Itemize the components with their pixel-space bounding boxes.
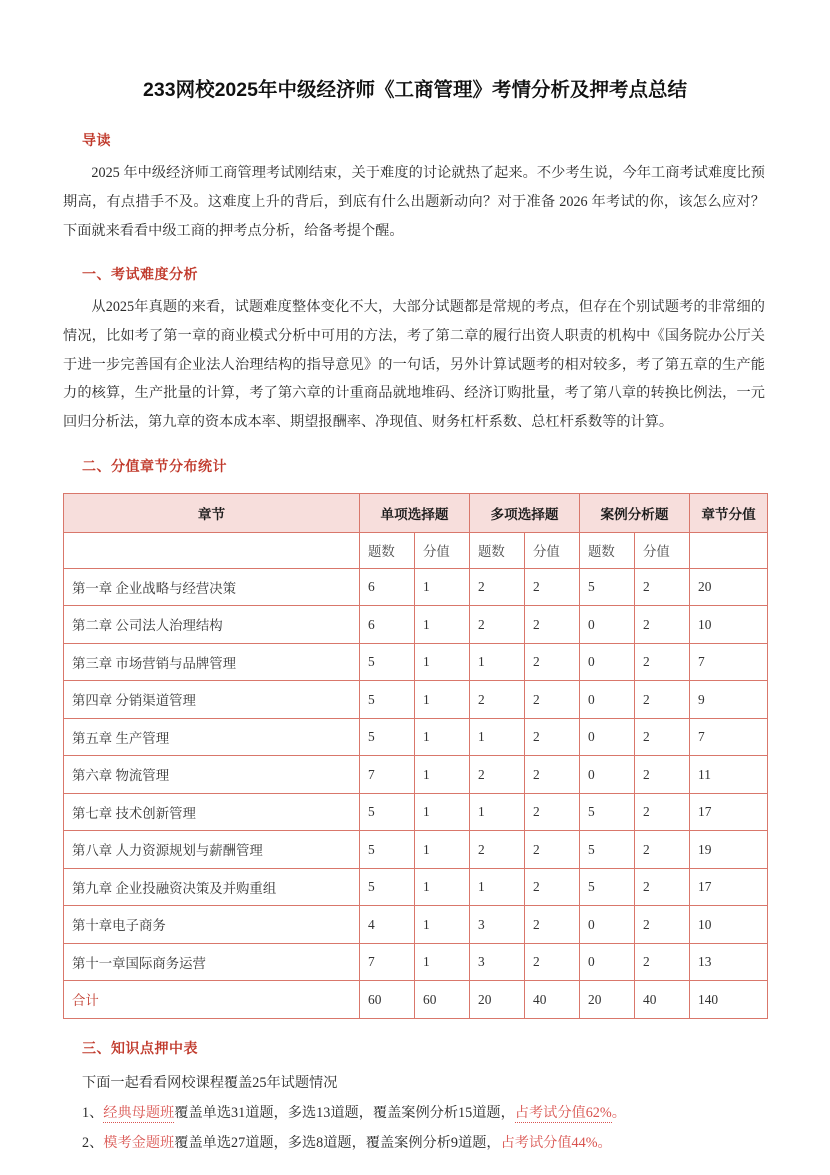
table-row (64, 606, 768, 644)
cell-total: 11 (690, 756, 768, 794)
cell-multi-val: 2 (525, 793, 580, 831)
score-distribution-table-wrapper (63, 493, 767, 1019)
cell-multi-num: 2 (470, 831, 525, 869)
header-case-analysis: 案例分析题 (580, 493, 690, 532)
item-2-suffix: 。 (597, 1135, 612, 1152)
cell-multi-val: 2 (525, 756, 580, 794)
cell-case-val: 2 (635, 906, 690, 944)
cell-case-num: 0 (580, 756, 635, 794)
subheader-multi-num: 题数 (470, 532, 525, 568)
section-one-paragraph: 从2025年真题的来看，试题难度整体变化不大，大部分试题都是常规的考点，但存在个别试题考的非常细的情况，比如考了第一章的商业模式分析中可用的方法，考了第二章的履行出资人职责的机构中《国务院办公厅关于进一步完善国有企业法人治理结构的指导意见》的一句话，另外计算试题考的相对较多，考了第五章的生产能力的核算，生产批量的计算，考了第六章的计重商品就地堆码、经济订购批量，考了第八章的转换比例法，一元回归分析法，第九章的资本成本率、期望报酬率、净现值、财务杠杆系数、总杠杆系数等的计算。 (63, 299, 765, 431)
cell-multi-val: 2 (525, 718, 580, 756)
table-row (64, 831, 768, 869)
subheader-case-val: 分值 (635, 532, 690, 568)
cell-chapter: 第一章 企业战略与经营决策 (64, 568, 360, 606)
item-2-prefix: 2、 (82, 1135, 104, 1152)
item-1-suffix: 。 (611, 1104, 626, 1121)
cell-total: 17 (690, 793, 768, 831)
cell-total: 7 (690, 643, 768, 681)
header-multi-choice: 多项选择题 (470, 493, 580, 532)
cell-case-val: 2 (635, 943, 690, 981)
cell-multi-val: 2 (525, 606, 580, 644)
header-single-choice: 单项选择题 (360, 493, 470, 532)
table-row (64, 643, 768, 681)
cell-single-num: 5 (360, 868, 415, 906)
cell-case-val: 2 (635, 718, 690, 756)
cell-single-num: 4 (360, 906, 415, 944)
cell-chapter: 第六章 物流管理 (64, 756, 360, 794)
cell-total: 9 (690, 681, 768, 719)
cell-single-num: 5 (360, 643, 415, 681)
cell-single-val: 1 (415, 681, 470, 719)
cell-case-val: 40 (635, 981, 690, 1019)
cell-chapter: 第十一章国际商务运营 (64, 943, 360, 981)
cell-single-num: 7 (360, 756, 415, 794)
cell-single-num: 7 (360, 943, 415, 981)
table-row (64, 718, 768, 756)
cell-chapter: 第四章 分销渠道管理 (64, 681, 360, 719)
cell-multi-num: 2 (470, 568, 525, 606)
cell-single-val: 1 (415, 606, 470, 644)
cell-multi-val: 2 (525, 831, 580, 869)
header-chapter-score: 章节分值 (690, 493, 768, 532)
cell-single-val: 1 (415, 868, 470, 906)
cell-single-num: 5 (360, 718, 415, 756)
cell-total: 10 (690, 606, 768, 644)
table-sub-header-row (64, 532, 768, 568)
item-1-body: 覆盖单选31道题，多选13道题，覆盖案例分析15道题， (174, 1104, 515, 1121)
cell-case-num: 5 (580, 793, 635, 831)
cell-single-num: 5 (360, 793, 415, 831)
cell-case-val: 2 (635, 606, 690, 644)
cell-multi-num: 1 (470, 868, 525, 906)
cell-case-num: 0 (580, 643, 635, 681)
cell-multi-val: 40 (525, 981, 580, 1019)
cell-case-val: 2 (635, 868, 690, 906)
subheader-case-num: 题数 (580, 532, 635, 568)
coverage-item-1 (63, 1100, 767, 1127)
cell-single-val: 1 (415, 793, 470, 831)
cell-case-num: 0 (580, 943, 635, 981)
subheader-total-blank (690, 532, 768, 568)
cell-single-num: 5 (360, 681, 415, 719)
table-row (64, 943, 768, 981)
cell-multi-num: 2 (470, 681, 525, 719)
cell-single-val: 1 (415, 568, 470, 606)
cell-single-num: 60 (360, 981, 415, 1019)
item-1-course-name: 经典母题班 (103, 1104, 175, 1121)
cell-single-val: 1 (415, 943, 470, 981)
table-group-header-row (64, 493, 768, 532)
cell-case-num: 0 (580, 681, 635, 719)
subheader-single-val: 分值 (415, 532, 470, 568)
cell-case-val: 2 (635, 756, 690, 794)
subheader-single-num: 题数 (360, 532, 415, 568)
table-row (64, 868, 768, 906)
cell-chapter: 第九章 企业投融资决策及并购重组 (64, 868, 360, 906)
cell-case-num: 5 (580, 568, 635, 606)
cell-case-val: 2 (635, 831, 690, 869)
cell-total-label: 合计 (64, 981, 360, 1019)
coverage-item-2 (63, 1130, 767, 1157)
header-chapter: 章节 (64, 493, 360, 532)
cell-chapter: 第十章电子商务 (64, 906, 360, 944)
cell-chapter: 第七章 技术创新管理 (64, 793, 360, 831)
table-head (64, 493, 768, 568)
table-row (64, 568, 768, 606)
cell-single-val: 1 (415, 756, 470, 794)
table-row (64, 756, 768, 794)
cell-multi-val: 2 (525, 943, 580, 981)
cell-single-val: 1 (415, 718, 470, 756)
table-body (64, 568, 768, 1018)
cell-case-num: 0 (580, 906, 635, 944)
cell-total: 140 (690, 981, 768, 1019)
cell-chapter: 第三章 市场营销与品牌管理 (64, 643, 360, 681)
cell-case-num: 0 (580, 718, 635, 756)
cell-single-num: 6 (360, 606, 415, 644)
cell-total: 7 (690, 718, 768, 756)
cell-case-num: 0 (580, 606, 635, 644)
cell-single-num: 5 (360, 831, 415, 869)
cell-multi-num: 3 (470, 943, 525, 981)
cell-case-val: 2 (635, 643, 690, 681)
score-distribution-table (63, 493, 768, 1019)
section-two-heading: 二、分值章节分布统计 (82, 457, 227, 474)
cell-case-num: 20 (580, 981, 635, 1019)
cell-case-val: 2 (635, 568, 690, 606)
cell-chapter: 第八章 人力资源规划与薪酬管理 (64, 831, 360, 869)
table-row (64, 906, 768, 944)
section-three-heading: 三、知识点押中表 (82, 1039, 198, 1056)
cell-multi-val: 2 (525, 568, 580, 606)
item-1-prefix: 1、 (82, 1104, 104, 1121)
cell-multi-num: 1 (470, 718, 525, 756)
cell-single-val: 60 (415, 981, 470, 1019)
table-total-row (64, 981, 768, 1019)
cell-multi-num: 20 (470, 981, 525, 1019)
cell-multi-num: 1 (470, 643, 525, 681)
lead-paragraph: 2025 年中级经济师工商管理考试刚结束，关于难度的讨论就热了起来。不少考生说，今年工商考试难度比预期高，有点措手不及。这难度上升的背后，到底有什么出题新动向？对于准备 2026 年考试的你，该怎么应对？下面就来看看中级工商的押考点分析，给备考提个醒。 (63, 165, 765, 239)
cell-single-val: 1 (415, 643, 470, 681)
cell-single-val: 1 (415, 831, 470, 869)
item-2-course-name: 模考金题班 (103, 1135, 175, 1152)
item-1-score-share: 占考试分值62% (514, 1104, 612, 1121)
cell-single-num: 6 (360, 568, 415, 606)
cell-case-val: 2 (635, 793, 690, 831)
table-row (64, 793, 768, 831)
cell-multi-val: 2 (525, 906, 580, 944)
cell-chapter: 第五章 生产管理 (64, 718, 360, 756)
table-row (64, 681, 768, 719)
cell-multi-num: 1 (470, 793, 525, 831)
section-three-lead-line: 下面一起看看网校课程覆盖25年试题情况 (82, 1074, 338, 1091)
cell-chapter: 第二章 公司法人治理结构 (64, 606, 360, 644)
cell-total: 10 (690, 906, 768, 944)
cell-case-num: 5 (580, 868, 635, 906)
cell-case-val: 2 (635, 681, 690, 719)
cell-case-num: 5 (580, 831, 635, 869)
item-2-score-share: 占考试分值44% (500, 1135, 598, 1152)
cell-total: 13 (690, 943, 768, 981)
cell-multi-val: 2 (525, 681, 580, 719)
document-content (63, 0, 767, 1157)
page-title: 233网校2025年中级经济师《工商管理》考情分析及押考点总结 (143, 79, 687, 101)
subheader-chapter-blank (64, 532, 360, 568)
lead-heading: 导读 (82, 132, 111, 149)
cell-multi-num: 3 (470, 906, 525, 944)
subheader-multi-val: 分值 (525, 532, 580, 568)
cell-total: 17 (690, 868, 768, 906)
cell-multi-val: 2 (525, 868, 580, 906)
cell-total: 19 (690, 831, 768, 869)
cell-single-val: 1 (415, 906, 470, 944)
cell-multi-num: 2 (470, 606, 525, 644)
section-one-heading: 一、考试难度分析 (82, 266, 198, 283)
cell-multi-val: 2 (525, 643, 580, 681)
cell-total: 20 (690, 568, 768, 606)
cell-multi-num: 2 (470, 756, 525, 794)
item-2-body: 覆盖单选27道题，多选8道题，覆盖案例分析9道题， (174, 1135, 501, 1152)
